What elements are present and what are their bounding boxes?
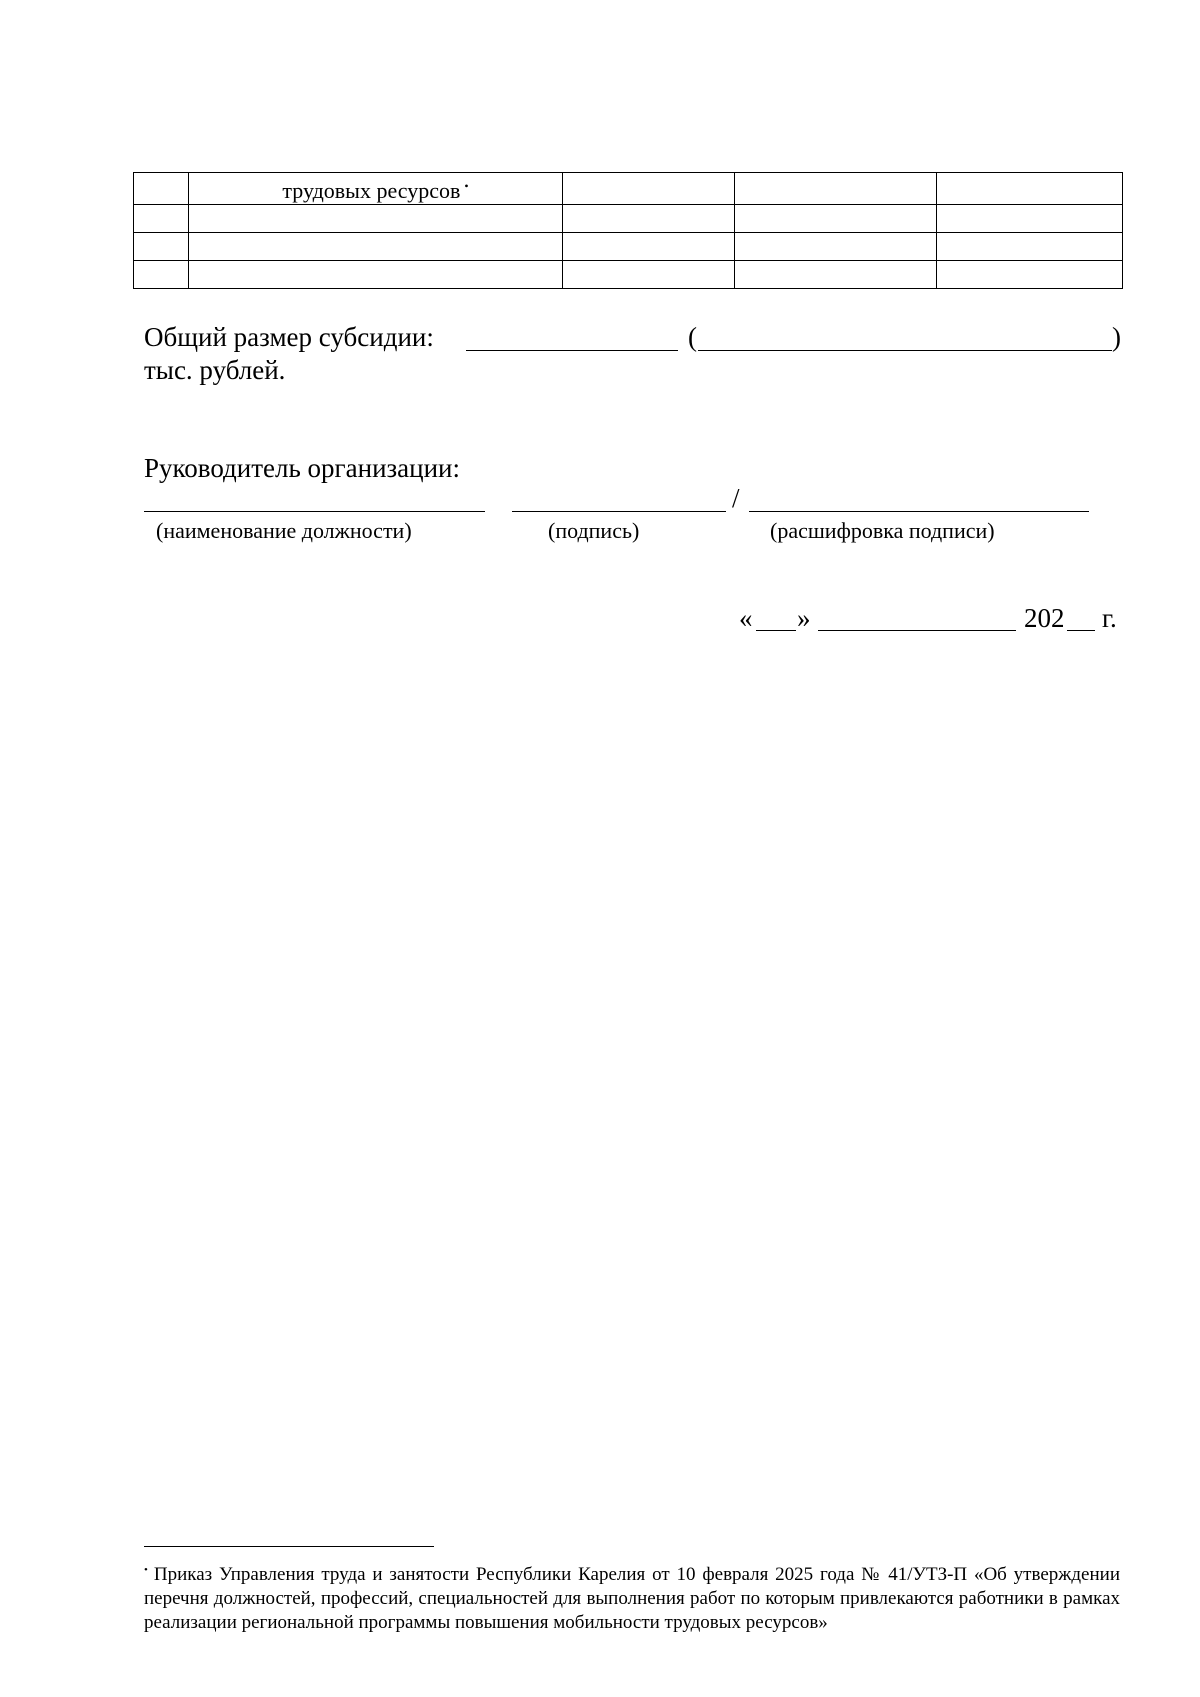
date-year-prefix: 202: [1024, 603, 1065, 633]
table-row: [134, 205, 1123, 233]
subsidy-amount-field[interactable]: [466, 350, 678, 351]
position-caption: (наименование должности): [156, 518, 412, 543]
table-cell: [937, 233, 1123, 261]
table-cell: [937, 173, 1123, 205]
table-cell: [189, 205, 563, 233]
signature-slash: /: [732, 483, 740, 513]
table-cell: [189, 261, 563, 289]
signature-heading: Руководитель организации:: [144, 453, 461, 483]
table-row: [134, 233, 1123, 261]
table-cell: [189, 173, 563, 205]
date-year-field[interactable]: [1067, 630, 1095, 631]
footnote-separator: [144, 1546, 434, 1547]
table-row: [134, 173, 1123, 205]
table-cell: [735, 173, 937, 205]
table-cell: [563, 173, 735, 205]
footnote: [144, 1558, 1120, 1635]
table-cell: [563, 205, 735, 233]
table-cell: [563, 261, 735, 289]
table-cell: [937, 205, 1123, 233]
date-open-quote: «: [739, 603, 753, 633]
table-cell: [134, 261, 189, 289]
subsidy-close-paren: ): [1112, 322, 1121, 352]
table-cell: [189, 233, 563, 261]
table-cell: [735, 233, 937, 261]
footnote-mark: •: [144, 1564, 148, 1576]
position-field[interactable]: [144, 511, 485, 512]
subsidy-unit: тыс. рублей.: [144, 355, 286, 385]
date-day-field[interactable]: [756, 630, 796, 631]
positions-table: [133, 172, 1123, 289]
date-month-field[interactable]: [818, 630, 1016, 631]
table-cell: [937, 261, 1123, 289]
subsidy-open-paren: (: [688, 322, 697, 352]
decode-caption: (расшифровка подписи): [770, 518, 995, 543]
table-cell: [134, 205, 189, 233]
table-cell-text: трудовых ресурсов: [282, 178, 461, 203]
subsidy-amount-words-field[interactable]: [698, 350, 1112, 351]
table-cell: [735, 261, 937, 289]
date-year-suffix: г.: [1102, 603, 1117, 633]
table-row: [134, 261, 1123, 289]
table-cell: [134, 173, 189, 205]
sign-caption: (подпись): [548, 518, 640, 543]
footnote-reference[interactable]: •: [464, 179, 469, 193]
signature-decode-field[interactable]: [749, 511, 1089, 512]
date-close-quote: »: [797, 603, 811, 633]
signature-field[interactable]: [512, 511, 726, 512]
footnote-text: Приказ Управления труда и занятости Республики Карелия от 10 февраля 2025 года № 41/УТЗ-П «Об утверждении перечня должностей, профессий, специальностей для выполнения работ по которым привлекаются работники в рамках реализации региональной программы повышения мобильности трудовых ресурсов»: [144, 1564, 1120, 1633]
table-cell: [735, 205, 937, 233]
subsidy-label: Общий размер субсидии:: [144, 322, 434, 352]
table-cell: [134, 233, 189, 261]
table-cell: [563, 233, 735, 261]
